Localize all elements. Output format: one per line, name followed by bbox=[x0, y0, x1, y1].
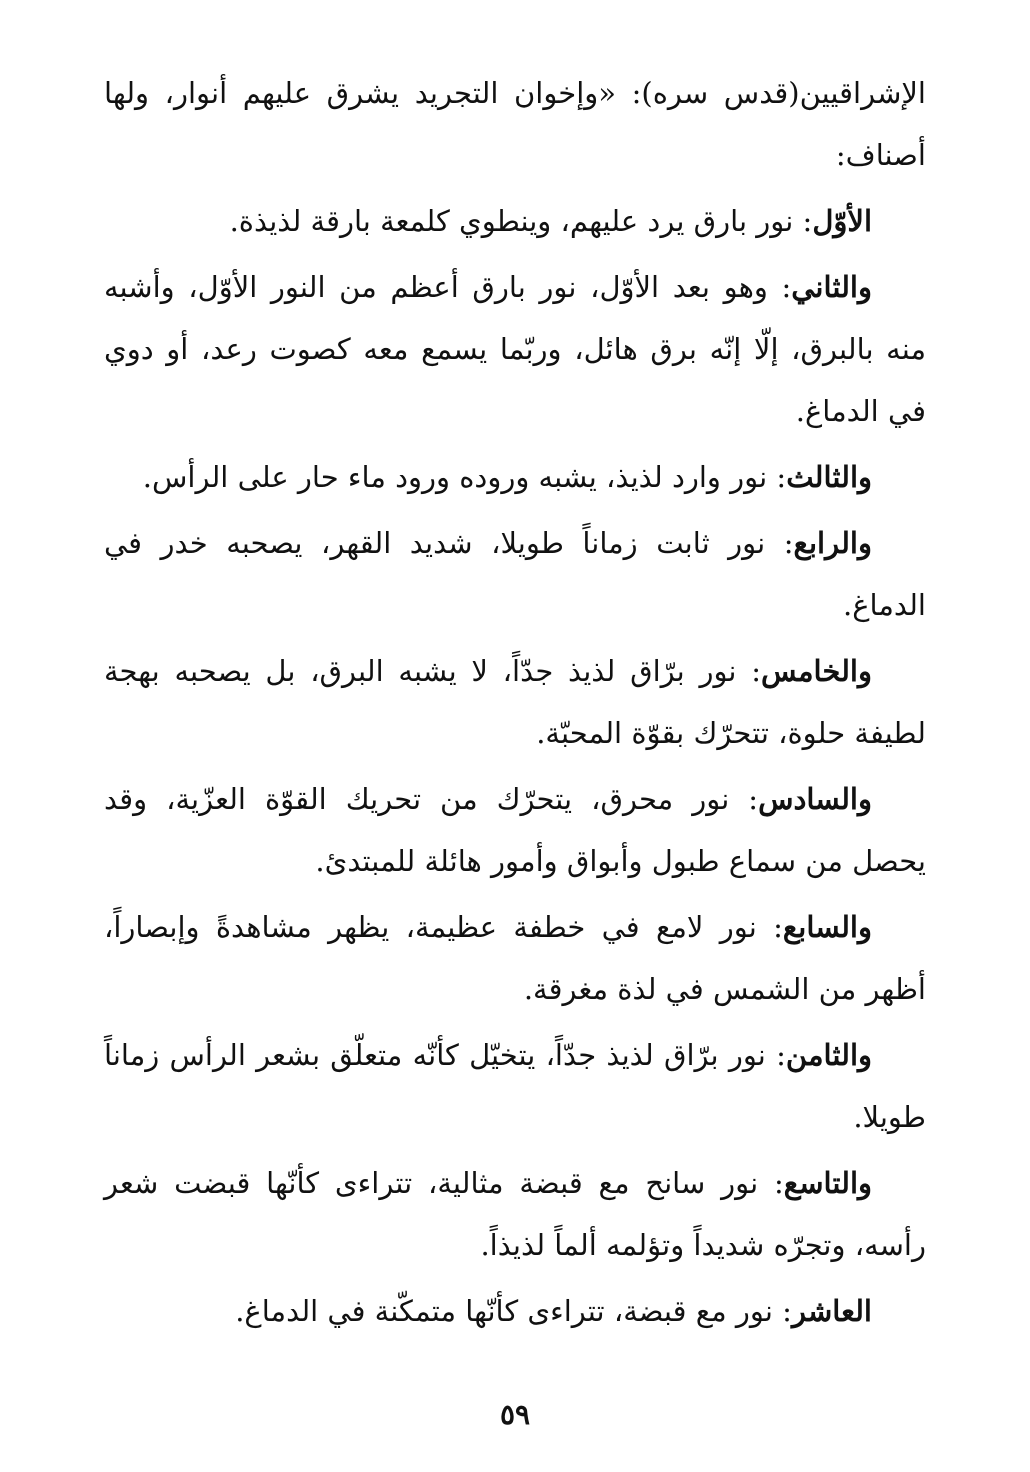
item-tenth bbox=[104, 1280, 926, 1342]
item-term: والسادس bbox=[758, 782, 872, 816]
item-first bbox=[104, 190, 926, 252]
item-text: نور برّاق لذيذ جدّاً، لا يشبه البرق، بل يصحبه بهجة لطيفة حلوة، تتحرّك بقوّة المحبّة. bbox=[104, 654, 926, 750]
item-text: نور برّاق لذيذ جدّاً، يتخيّل كأنّه متعلّق بشعر الرأس زماناً طويلا. bbox=[104, 1038, 926, 1134]
item-seventh bbox=[104, 896, 926, 1020]
item-separator: : bbox=[767, 460, 787, 494]
item-term: والسابع bbox=[782, 910, 872, 944]
item-separator: : bbox=[758, 1166, 784, 1200]
item-third bbox=[104, 446, 926, 508]
item-fourth bbox=[104, 512, 926, 636]
item-term: العاشر bbox=[791, 1294, 872, 1328]
item-separator: : bbox=[793, 204, 813, 238]
item-text: نور محرق، يتحرّك من تحريك القوّة العزّية، وقد يحصل من سماع طبول وأبواق وأمور هائلة للمبتدئ. bbox=[104, 782, 926, 878]
item-separator: : bbox=[765, 526, 794, 560]
item-fifth bbox=[104, 640, 926, 764]
item-separator: : bbox=[729, 782, 759, 816]
item-second bbox=[104, 256, 926, 442]
item-term: والخامس bbox=[761, 654, 872, 688]
item-term: والثامن bbox=[785, 1038, 872, 1072]
item-term: والثاني bbox=[791, 270, 872, 304]
item-separator: : bbox=[756, 910, 783, 944]
item-text: نور مع قبضة، تتراءى كأنّها متمكّنة في الدماغ. bbox=[235, 1294, 773, 1328]
item-ninth bbox=[104, 1152, 926, 1276]
item-separator: : bbox=[736, 654, 762, 688]
item-sixth bbox=[104, 768, 926, 892]
item-term: والتاسع bbox=[783, 1166, 872, 1200]
item-text: نور لامع في خطفة عظيمة، يظهر مشاهدةً وإبصاراً، أظهر من الشمس في لذة مغرقة. bbox=[104, 910, 926, 1006]
item-eighth bbox=[104, 1024, 926, 1148]
item-term: والرابع bbox=[793, 526, 872, 560]
item-text: نور وارد لذيذ، يشبه وروده ورود ماء حار على الرأس. bbox=[142, 460, 768, 494]
item-term: والثالث bbox=[786, 460, 872, 494]
item-text: نور سانح مع قبضة مثالية، تتراءى كأنّها قبضت شعر رأسه، وتجرّه شديداً وتؤلمه ألماً لذيذاً. bbox=[104, 1166, 926, 1262]
intro-paragraph: الإشراقيين(قدس سره): «وإخوان التجريد يشرق عليهم أنوار، ولها أصناف: bbox=[104, 76, 926, 172]
page-number: ٥٩ bbox=[499, 1398, 531, 1431]
item-text: وهو بعد الأوّل، نور بارق أعظم من النور الأوّل، وأشبه منه بالبرق، إلّا إنّه برق هائل، وربّما يسمع معه كصوت رعد، أو دوي في الدماغ. bbox=[104, 270, 926, 428]
item-text: نور ثابت زماناً طويلا، شديد القهر، يصحبه خدر في الدماغ. bbox=[104, 526, 926, 622]
page-body bbox=[104, 62, 926, 1346]
item-text: نور بارق يرد عليهم، وينطوي كلمعة بارقة لذيذة. bbox=[229, 204, 794, 238]
item-separator: : bbox=[765, 1038, 786, 1072]
item-separator: : bbox=[772, 1294, 792, 1328]
item-term: الأوّل bbox=[812, 204, 872, 238]
item-separator: : bbox=[767, 270, 792, 304]
